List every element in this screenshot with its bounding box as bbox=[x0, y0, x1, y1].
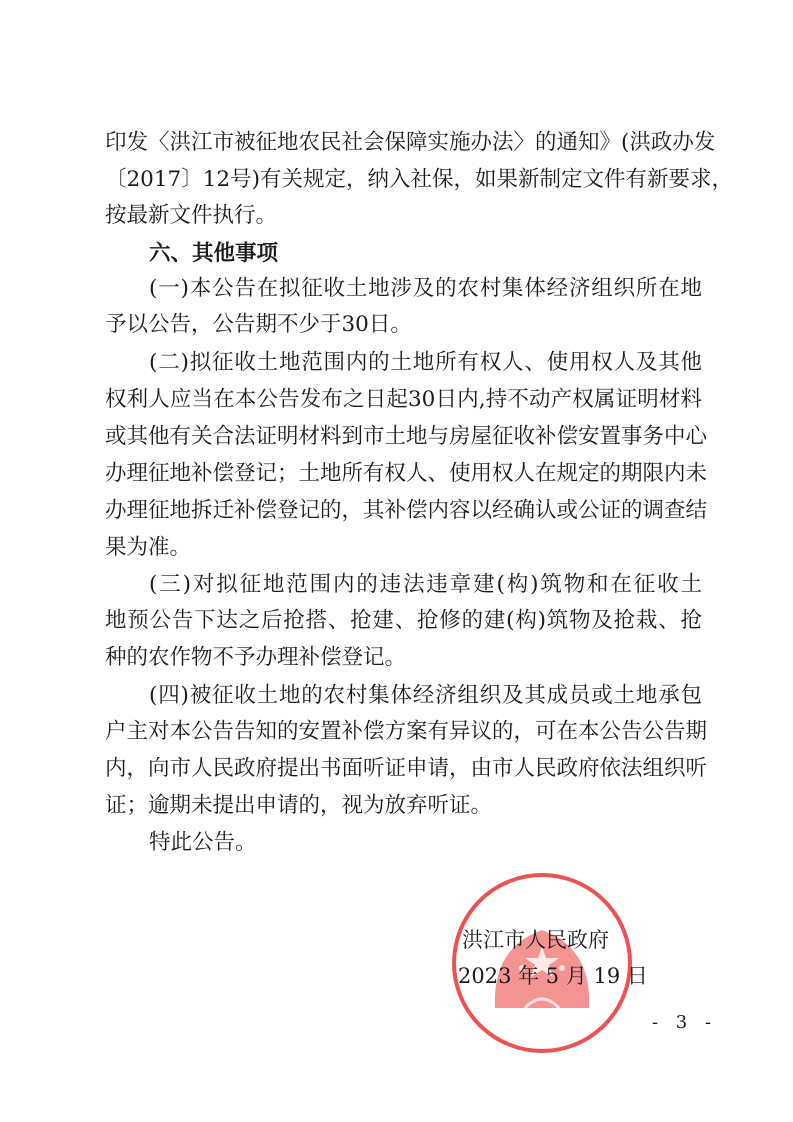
text-line: (四)被征收土地的农村集体经济组织及其成员或土地承包 bbox=[149, 683, 702, 708]
text-line: 内，向市人民政府提出书面听证申请，由市人民政府依法组织听 bbox=[105, 756, 708, 781]
text-line: 按最新文件执行。 bbox=[105, 203, 278, 228]
issuer-name: 洪江市人民政府 bbox=[462, 928, 609, 952]
text-line: 地预公告下达之后抢搭、抢建、抢修的建(构)筑物及抢栽、抢 bbox=[105, 608, 702, 633]
issue-date: 2023 年 5 月 19 日 bbox=[458, 964, 648, 988]
text-line: 特此公告。 bbox=[149, 830, 257, 855]
text-line: 办理征地拆迁补偿登记的，其补偿内容以经确认或公证的调查结 bbox=[105, 498, 708, 523]
text-line: 予以公告，公告期不少于30日。 bbox=[105, 312, 412, 337]
text-line: 或其他有关合法证明材料到市土地与房屋征收补偿安置事务中心 bbox=[105, 424, 708, 449]
text-line: 种的农作物不予办理补偿登记。 bbox=[105, 645, 407, 670]
text-line: 果为准。 bbox=[105, 535, 192, 560]
section-heading: 六、其他事项 bbox=[149, 241, 279, 266]
text-line: 印发〈洪江市被征地农民社会保障实施办法〉的通知》(洪政办发 bbox=[105, 130, 716, 155]
text-line: (一)本公告在拟征收土地涉及的农村集体经济组织所在地 bbox=[149, 276, 702, 301]
page-number: - 3 - bbox=[652, 1012, 718, 1033]
text-line: 户主对本公告告知的安置补偿方案有异议的，可在本公告公告期 bbox=[105, 719, 708, 744]
text-line: (二)拟征收土地范围内的土地所有权人、使用权人及其他 bbox=[149, 350, 702, 375]
text-line: 办理征地补偿登记；土地所有权人、使用权人在规定的期限内未 bbox=[105, 461, 708, 486]
text-line: 权利人应当在本公告发布之日起30日内,持不动产权属证明材料 bbox=[105, 387, 702, 412]
text-line: (三)对拟征地范围内的违法违章建(构)筑物和在征收土 bbox=[149, 572, 702, 597]
text-line: 〔2017〕12号)有关规定，纳入社保，如果新制定文件有新要求， bbox=[105, 167, 733, 192]
text-line: 证；逾期未提出申请的，视为放弃听证。 bbox=[105, 793, 493, 818]
